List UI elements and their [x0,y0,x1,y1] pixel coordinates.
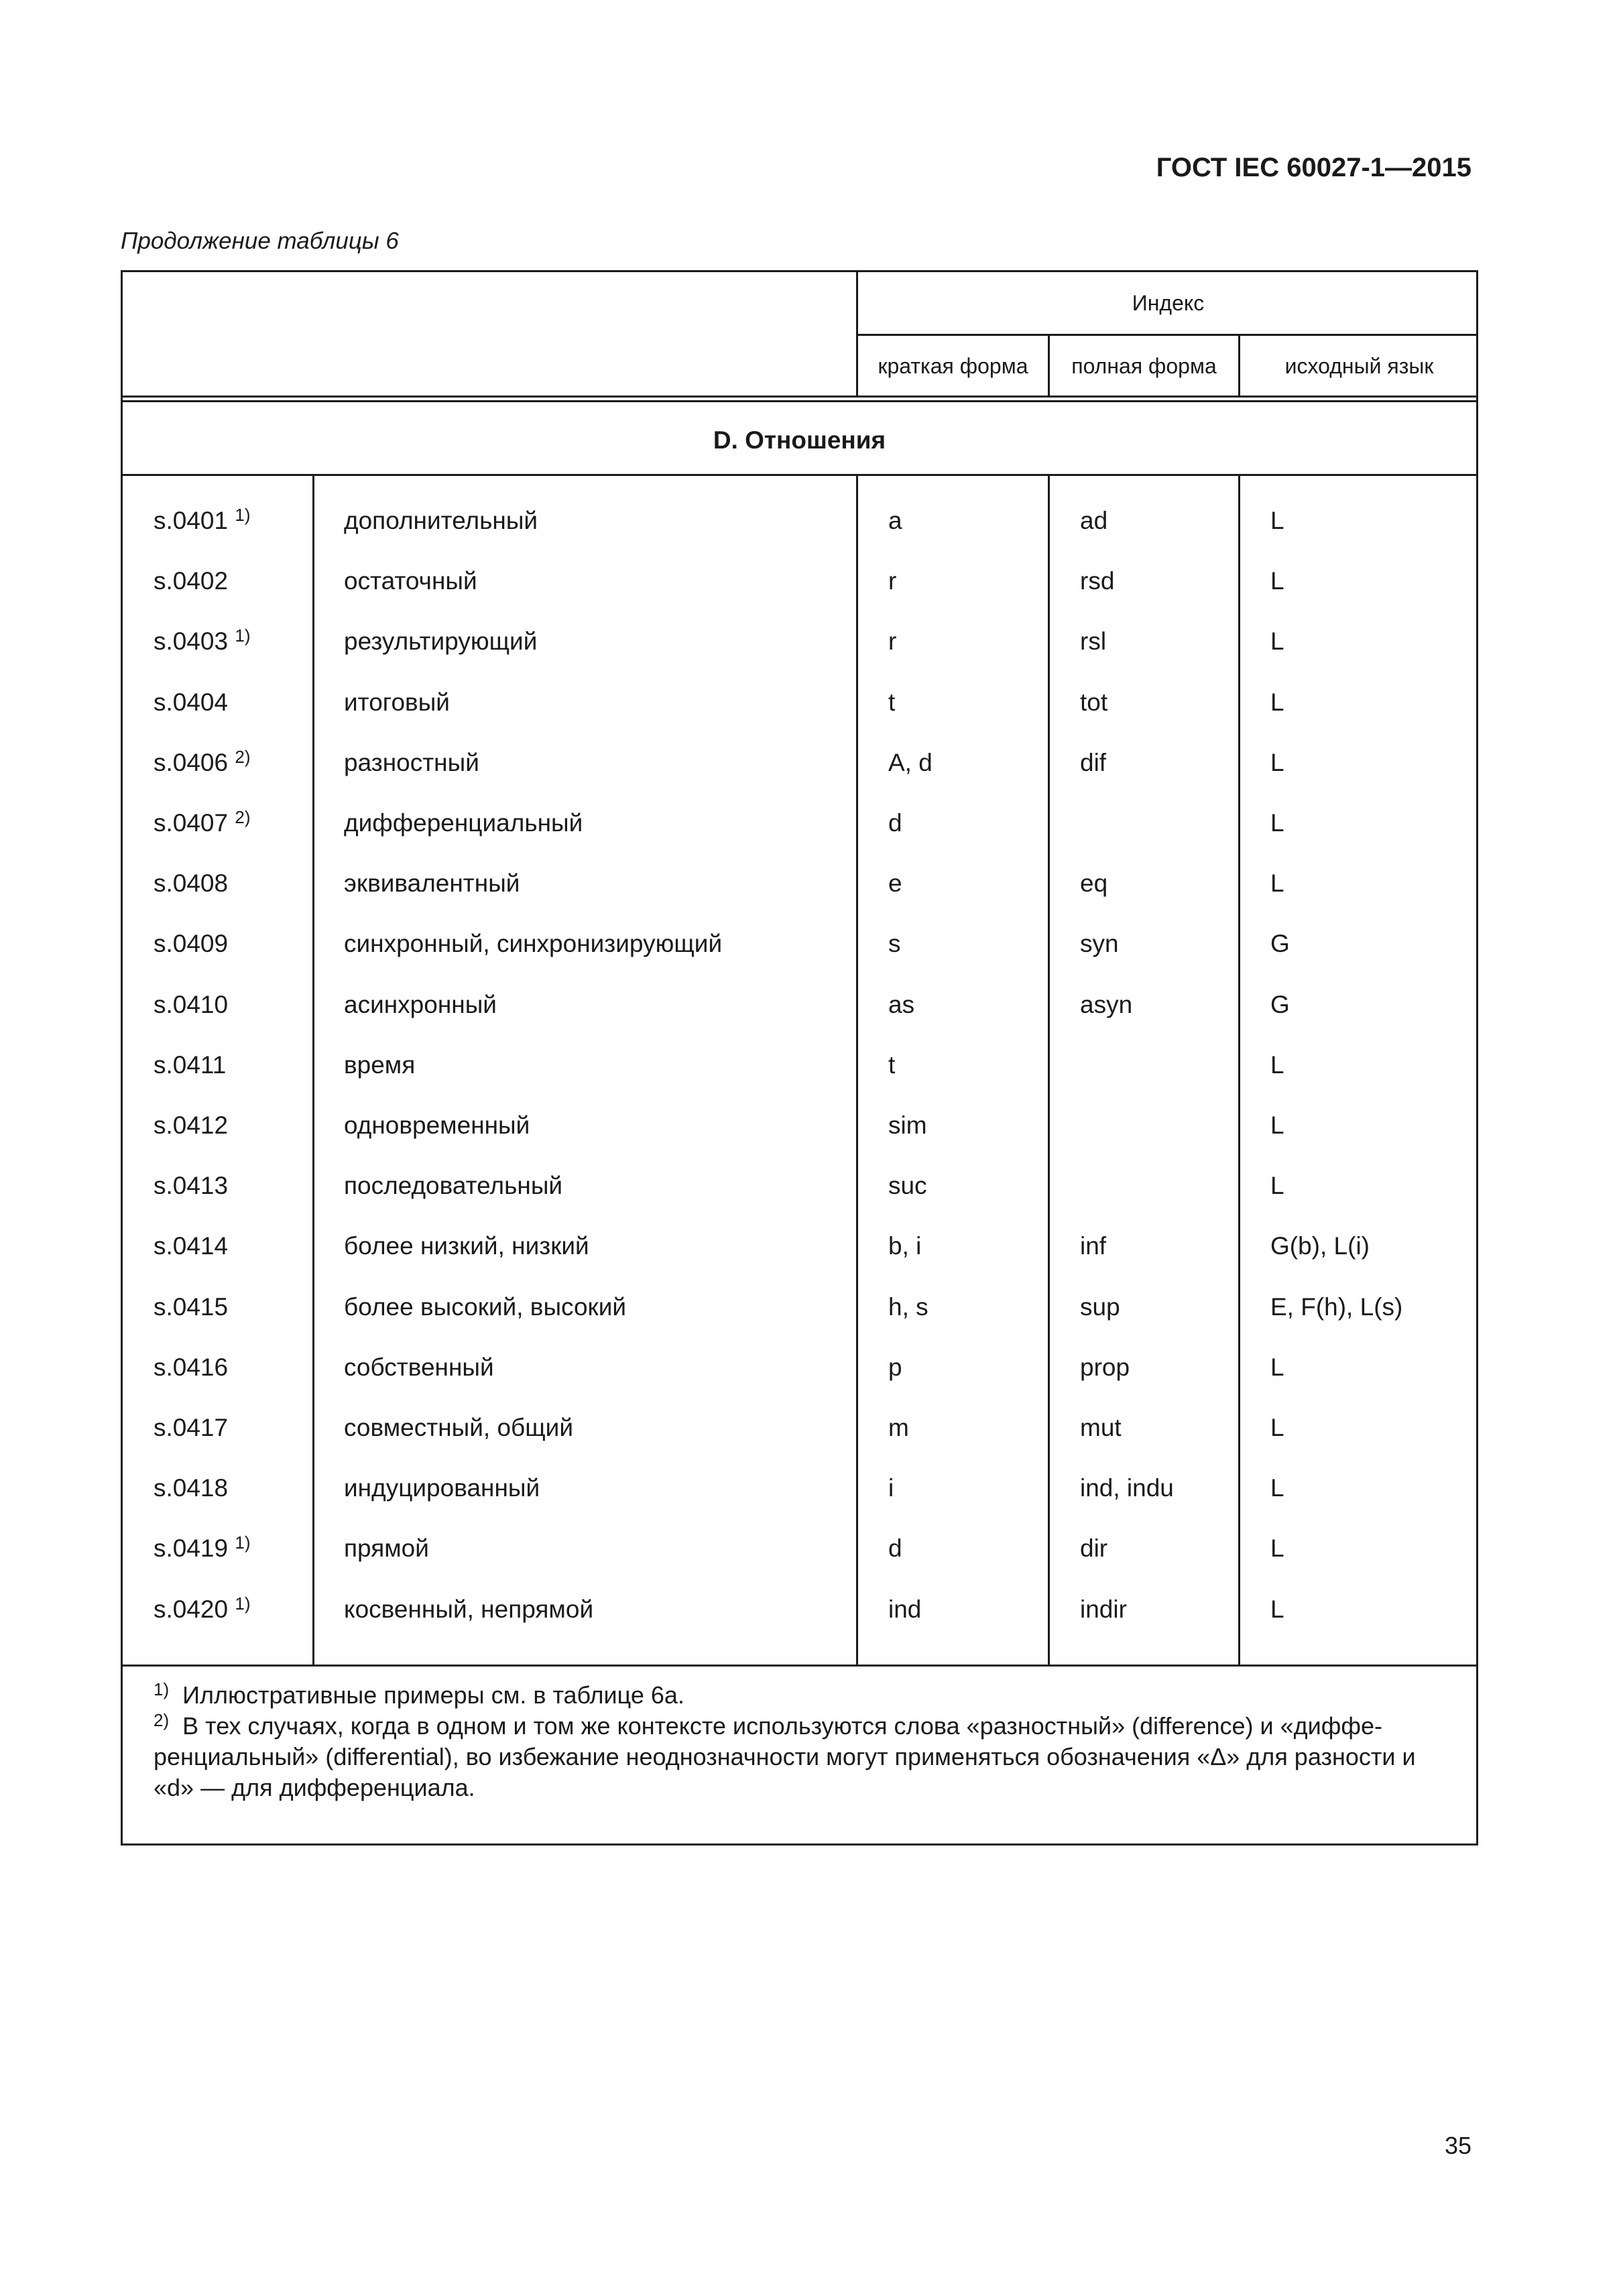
row-term [344,1474,540,1502]
table-row [123,746,1476,809]
row-code-text: s.0415 [154,1292,229,1321]
row-short-form [888,1474,894,1502]
row-short-form [888,688,895,717]
row-short-form-text: m [888,1414,909,1441]
row-source-language-text: L [1270,1353,1284,1381]
row-code-text: s.0408 [154,869,229,898]
row-code [154,1111,228,1140]
table-row [123,1293,1476,1353]
table-row [123,930,1476,990]
row-full-form [1080,567,1114,595]
row-code [154,1051,226,1079]
row-full-form [1080,991,1132,1019]
row-source-language-text: L [1270,1534,1284,1563]
row-short-form-text: i [888,1474,894,1502]
row-source-language-text: L [1270,809,1284,837]
row-term-text: остаточный [344,567,477,595]
footnote-reference: 1) [235,1593,251,1614]
row-full-form [1080,1595,1127,1624]
row-term [344,507,538,535]
row-term-text: асинхронный [344,990,497,1018]
index-header: Индекс [1132,291,1205,315]
row-code-text: s.0401 [154,507,229,534]
row-full-form [1080,869,1107,898]
row-term-text: итоговый [344,688,450,716]
row-short-form [888,1232,921,1260]
row-short-form-text: t [888,1050,896,1079]
row-full-form [1080,1232,1106,1260]
footnotes [154,1680,1445,1803]
row-term-text: более низкий, низкий [344,1232,589,1260]
row-term-text: время [344,1050,416,1079]
row-short-form [888,1111,927,1140]
row-source-language-text: L [1270,1474,1284,1502]
row-term-text: более высокий, высокий [344,1292,627,1321]
row-term-text: совместный, общий [344,1414,573,1441]
row-term [344,930,722,958]
footnote-1 [154,1680,1445,1711]
row-source-language-text: L [1270,1595,1284,1623]
row-short-form [888,869,902,898]
row-short-form [888,627,896,656]
row-source-language-text: G [1270,930,1290,958]
footnote-text: В тех случаях, когда в одном и том же контексте используются слова «разностный» (difference) и «диффе-ренциальный» (differential), во избежание неоднозначности могут применяться обозначения «Δ» для разности и «d» — для дифференциала. [154,1712,1416,1801]
table-row [123,1474,1476,1534]
row-full-form-text: dir [1080,1534,1108,1563]
footnote-reference: 1) [235,625,251,646]
footnote-mark: 1) [154,1679,170,1699]
row-term [344,1534,429,1563]
row-code-text: s.0418 [154,1474,229,1502]
row-source-language-text: E, F(h), L(s) [1270,1292,1403,1321]
row-short-form [888,1534,902,1563]
row-term [344,1111,530,1140]
row-short-form [888,1414,909,1442]
row-short-form [888,1293,928,1321]
row-short-form [888,507,902,535]
row-term [344,1353,494,1382]
table-row [123,1111,1476,1172]
row-term-text: последовательный [344,1172,563,1200]
row-full-form-text: asyn [1080,990,1133,1018]
row-source-language-text: L [1270,1111,1284,1139]
table-row [123,1414,1476,1474]
table-row [123,1051,1476,1111]
table-row [123,688,1476,749]
row-short-form-text: a [888,507,902,534]
row-full-form-text: rsl [1080,627,1107,656]
row-short-form-text: r [888,627,897,656]
row-source-language [1270,991,1290,1019]
row-full-form-text: eq [1080,869,1108,898]
row-full-form [1080,627,1106,656]
row-source-language-text: L [1270,1050,1284,1079]
row-short-form-text: as [888,990,915,1018]
row-term [344,1293,626,1321]
row-short-form [888,567,896,595]
row-term-text: синхронный, синхронизирующий [344,930,723,958]
row-code [154,507,251,535]
row-source-language [1270,930,1290,958]
row-full-form-text: ind, indu [1080,1474,1174,1502]
header-full-form: полная форма [1071,354,1217,378]
table-caption: Продолжение таблицы 6 [121,228,399,254]
row-source-language [1270,567,1284,595]
row-full-form [1080,1293,1120,1321]
table-row [123,1172,1476,1232]
table-row [123,1353,1476,1414]
row-code [154,1534,251,1563]
row-source-language [1270,809,1284,837]
row-code [154,869,228,898]
row-source-language [1270,1474,1284,1502]
row-code-text: s.0410 [154,990,229,1018]
row-source-language-text: L [1270,507,1284,534]
row-source-language-text: L [1270,688,1284,716]
table-row [123,567,1476,627]
header-short-form: краткая форма [878,354,1028,378]
row-short-form-text: h, s [888,1292,928,1321]
row-short-form [888,930,901,958]
header-divider [856,334,1476,336]
row-full-form-text: inf [1080,1232,1107,1260]
row-code-text: s.0412 [154,1111,229,1139]
row-code [154,1474,228,1502]
row-short-form-text: d [888,1534,902,1563]
row-short-form-text: sim [888,1111,927,1139]
row-source-language [1270,1414,1284,1442]
footnote-text: Иллюстративные примеры см. в таблице 6а. [182,1681,684,1709]
row-full-form-text: prop [1080,1353,1130,1381]
row-term [344,991,497,1019]
row-code [154,688,228,717]
row-term [344,627,537,656]
row-code-text: s.0419 [154,1534,229,1563]
row-full-form [1080,1414,1122,1442]
relations-table [121,270,1478,1846]
row-source-language [1270,1534,1284,1563]
row-full-form [1080,930,1119,958]
row-term-text: дифференциальный [344,809,583,837]
table-row [123,869,1476,930]
row-full-form-text: tot [1080,688,1108,716]
footnote-reference: 1) [235,1532,251,1553]
row-code [154,1293,228,1321]
footnote-mark: 2) [154,1710,170,1730]
row-term-text: разностный [344,748,479,776]
table-row [123,809,1476,869]
row-code [154,1172,228,1200]
row-short-form-text: d [888,809,902,837]
footnote-reference: 2) [235,746,251,767]
row-full-form-text: dif [1080,748,1107,776]
row-short-form [888,1172,927,1200]
row-term-text: собственный [344,1353,494,1381]
row-source-language [1270,749,1284,777]
row-code [154,1414,228,1442]
row-source-language-text: G [1270,990,1290,1018]
header-source-language: исходный язык [1284,354,1434,378]
row-source-language [1270,1051,1284,1079]
row-code [154,1232,228,1260]
row-term [344,869,520,898]
row-full-form [1080,1353,1130,1382]
page-number: 35 [1444,2132,1471,2159]
row-code-text: s.0402 [154,567,229,595]
row-full-form-text: syn [1080,930,1119,958]
row-short-form-text: ind [888,1595,922,1623]
row-code [154,809,251,837]
row-short-form-text: b, i [888,1232,922,1260]
row-source-language [1270,1293,1402,1321]
row-short-form [888,991,914,1019]
footnote-reference: 1) [235,505,251,525]
row-full-form [1080,1534,1107,1563]
row-full-form-text: sup [1080,1292,1120,1321]
row-code-text: s.0407 [154,809,229,837]
row-code [154,627,251,656]
row-full-form [1080,507,1107,535]
footnote-2 [154,1711,1445,1803]
row-code [154,1595,251,1624]
row-source-language [1270,1353,1284,1382]
row-short-form [888,809,902,837]
row-short-form-text: e [888,869,902,898]
row-short-form [888,1353,902,1382]
row-source-language-text: L [1270,1414,1284,1441]
row-term [344,809,583,837]
row-code-text: s.0411 [154,1050,227,1079]
table-row [123,1232,1476,1292]
row-term [344,1595,593,1624]
row-code [154,991,228,1019]
row-short-form [888,1595,921,1624]
row-full-form [1080,688,1107,717]
row-term [344,1051,415,1079]
row-source-language [1270,507,1284,535]
row-short-form-text: t [888,688,896,716]
row-short-form-text: s [888,930,901,958]
row-source-language [1270,1595,1284,1624]
row-term [344,688,450,717]
row-term [344,749,479,777]
row-short-form-text: p [888,1353,902,1381]
row-source-language [1270,688,1284,717]
section-title: D. Отношения [713,426,886,454]
row-short-form-text: A, d [888,748,933,776]
row-full-form-text: ad [1080,507,1108,534]
table-row [123,627,1476,688]
row-source-language-text: L [1270,869,1284,898]
row-code-text: s.0404 [154,688,229,716]
row-source-language [1270,869,1284,898]
document-code: ГОСТ IEC 60027-1—2015 [1156,153,1471,182]
row-source-language-text: L [1270,567,1284,595]
row-full-form-text: indir [1080,1595,1127,1623]
row-source-language-text: L [1270,627,1284,656]
row-code-text: s.0417 [154,1414,229,1441]
row-short-form-text: r [888,567,897,595]
row-source-language [1270,627,1284,656]
table-row [123,1534,1476,1595]
row-full-form-text: mut [1080,1414,1122,1441]
row-code [154,930,228,958]
row-source-language [1270,1172,1284,1200]
row-full-form-text: rsd [1080,567,1115,595]
section-bottom-rule [123,474,1476,476]
row-source-language-text: L [1270,748,1284,776]
row-code [154,1353,228,1382]
row-code-text: s.0420 [154,1595,229,1623]
row-code [154,567,228,595]
row-source-language-text: G(b), L(i) [1270,1232,1370,1260]
row-full-form [1080,749,1106,777]
row-source-language [1270,1111,1284,1140]
table-row [123,991,1476,1051]
row-source-language [1270,1232,1370,1260]
row-term-text: эквивалентный [344,869,520,898]
row-term [344,1414,573,1442]
row-term-text: результирующий [344,627,538,656]
row-term [344,567,477,595]
footnote-reference: 2) [235,807,251,827]
row-source-language-text: L [1270,1172,1284,1200]
footnote-top-rule [123,1665,1476,1667]
row-full-form [1080,1474,1174,1502]
row-code-text: s.0403 [154,627,229,656]
header-bottom-rule [123,396,1476,398]
row-short-form [888,1051,895,1079]
row-code-text: s.0414 [154,1232,229,1260]
row-code-text: s.0409 [154,930,229,958]
row-code-text: s.0406 [154,748,229,776]
row-term-text: дополнительный [344,507,538,534]
header-bottom-rule-double [123,400,1476,402]
row-short-form [888,749,933,777]
row-code-text: s.0416 [154,1353,229,1381]
row-term-text: одновременный [344,1111,530,1139]
row-short-form-text: suc [888,1172,927,1200]
row-code-text: s.0413 [154,1172,229,1200]
row-term-text: прямой [344,1534,429,1563]
table-row [123,507,1476,567]
row-term-text: косвенный, непрямой [344,1595,594,1623]
row-term [344,1232,589,1260]
row-term-text: индуцированный [344,1474,540,1502]
row-code [154,746,251,777]
table-row [123,1595,1476,1656]
row-term [344,1172,562,1200]
